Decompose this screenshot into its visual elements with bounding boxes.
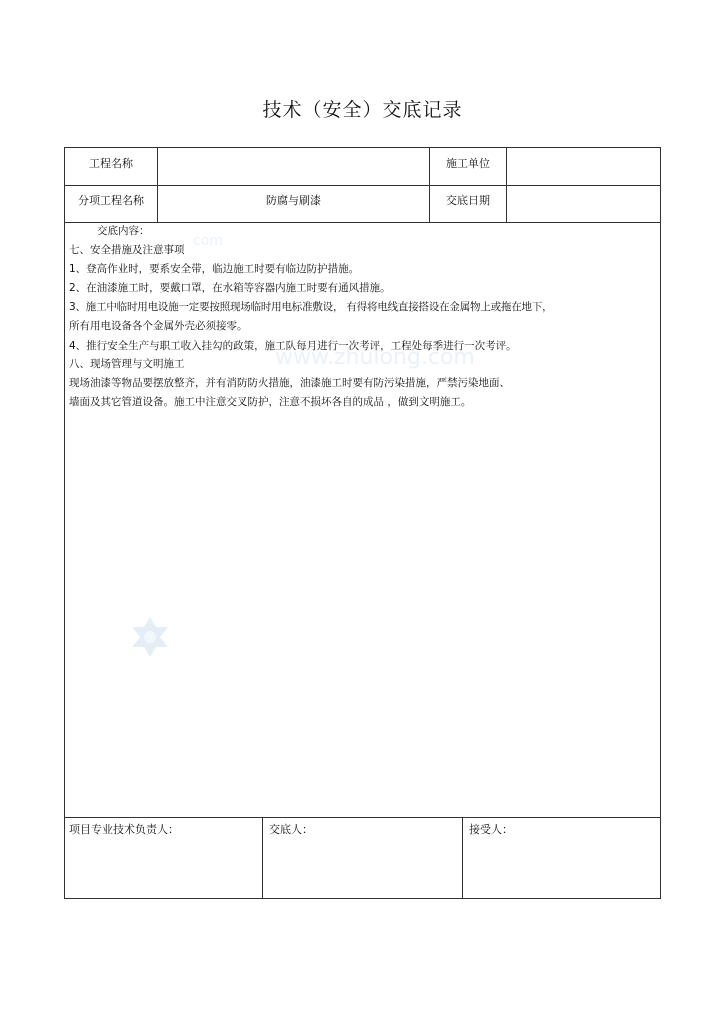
watermark-text: com — [193, 233, 223, 249]
content-line: 墙面及其它管道设备。施工中注意交叉防护，注意不损坏各自的成品 ，做到文明施工。 — [69, 396, 472, 408]
content-line: 八、现场管理与文明施工 — [69, 358, 185, 370]
watermark-text: www.zhulong.com — [275, 345, 475, 370]
row-divider — [65, 817, 660, 818]
page-title: 技术（安全）交底记录 — [262, 99, 463, 121]
construction-unit-label: 施工单位 — [446, 157, 490, 170]
tech-lead-label: 项目专业技术负责人： — [69, 823, 179, 836]
content-line: 七、安全措施及注意事项 — [69, 244, 185, 256]
project-name-label: 工程名称 — [89, 157, 133, 170]
content-line: 4、推行安全生产与职工收入挂勾的政策，施工队每月进行一次考评，工程处每季进行一次考评。 — [69, 340, 517, 352]
content-heading: 交底内容： — [97, 225, 150, 237]
content-line: 所有用电设备各个金属外壳必须接零。 — [69, 320, 248, 332]
content-line: 2、在油漆施工时，要戴口罩，在水箱等容器内施工时要有通风措施。 — [69, 282, 391, 294]
receiver-label: 接受人： — [469, 823, 513, 836]
content-line: 1、登高作业时，要系安全带，临边施工时要有临边防护措施。 — [69, 263, 360, 275]
record-table — [64, 147, 661, 899]
row-divider — [65, 222, 660, 223]
column-divider — [157, 148, 158, 222]
row-divider — [65, 185, 660, 186]
presenter-label: 交底人： — [269, 823, 313, 836]
column-divider — [506, 148, 507, 222]
watermark-logo-icon — [128, 615, 172, 659]
content-line: 现场油漆等物品要摆放整齐，并有消防防火措施，油漆施工时要有防污染措施，严禁污染地面、 — [69, 377, 510, 389]
date-label: 交底日期 — [446, 194, 490, 207]
column-divider — [262, 817, 263, 899]
content-line: 3、施工中临时用电设施一定要按照现场临时用电标准敷设， 有得将电线直接搭设在金属物上或拖在地下， — [69, 301, 553, 313]
column-divider — [462, 817, 463, 899]
sub-project-value[interactable]: 防腐与刷漆 — [266, 194, 321, 207]
sub-project-label: 分项工程名称 — [78, 194, 144, 207]
